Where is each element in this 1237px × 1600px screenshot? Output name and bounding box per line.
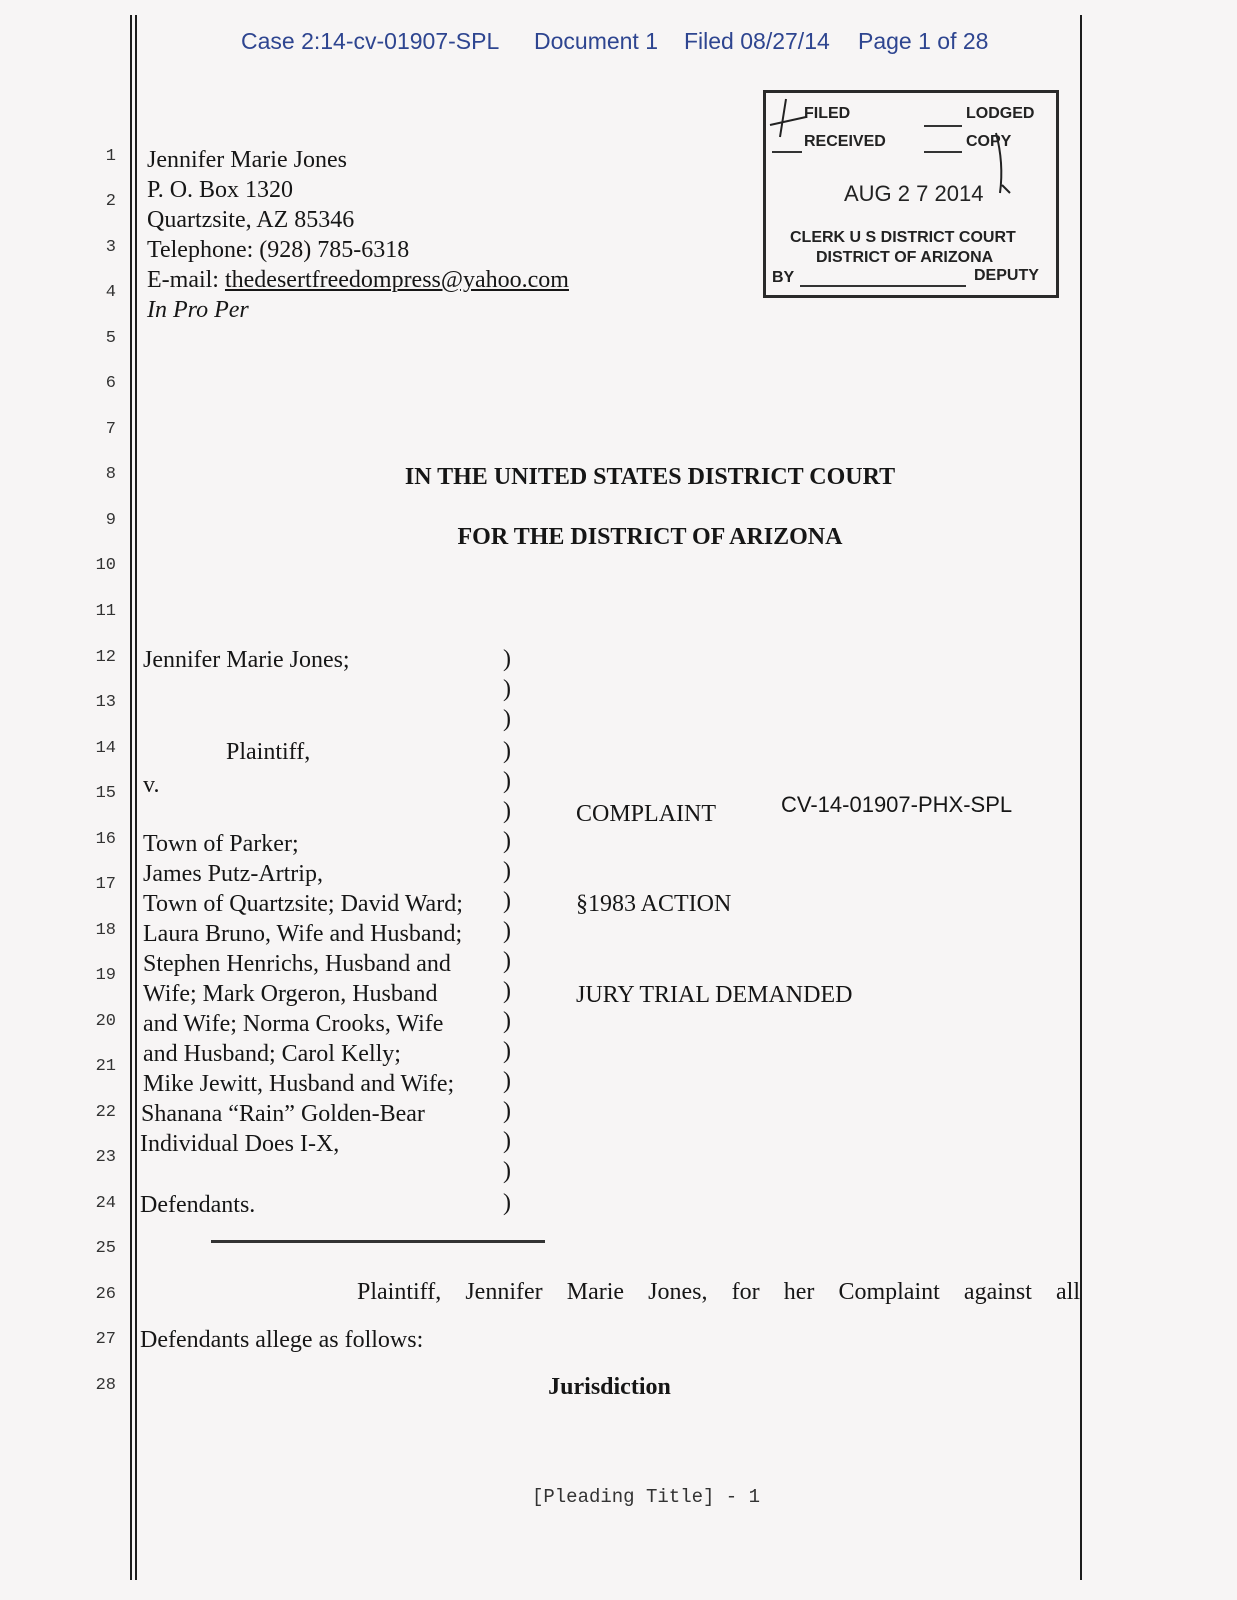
caption-defendant: Mike Jewitt, Husband and Wife; xyxy=(143,1071,455,1097)
line-number: 13 xyxy=(95,693,116,712)
left-margin-rule xyxy=(130,15,132,1580)
caption-paren: ) xyxy=(503,888,511,914)
line-number: 9 xyxy=(105,511,116,530)
caption-defendant: Individual Does I-X, xyxy=(140,1131,340,1157)
caption-defendant: and Wife; Norma Crooks, Wife xyxy=(143,1011,444,1037)
line-number: 20 xyxy=(95,1012,116,1031)
line-number: 28 xyxy=(95,1376,116,1395)
caption-plaintiff-label: Plaintiff, xyxy=(226,739,311,765)
caption-paren: ) xyxy=(503,858,511,884)
attorney-address-line-1: P. O. Box 1320 xyxy=(147,177,294,203)
caption-paren: ) xyxy=(503,676,511,702)
caption-paren: ) xyxy=(503,1128,511,1154)
line-number: 12 xyxy=(95,648,116,667)
caption-paren: ) xyxy=(503,798,511,824)
stamp-received: RECEIVED xyxy=(804,133,886,150)
caption-plaintiff-name: Jennifer Marie Jones; xyxy=(143,647,350,673)
stamp-copy: COPY xyxy=(966,133,1012,150)
attorney-name: Jennifer Marie Jones xyxy=(147,147,347,173)
line-number: 25 xyxy=(95,1239,116,1258)
header-page: Page 1 of 28 xyxy=(858,28,989,54)
stamp-handwritten-mark xyxy=(766,93,1056,293)
clerk-filed-stamp xyxy=(763,90,1059,298)
line-number: 15 xyxy=(95,784,116,803)
line-number: 24 xyxy=(95,1194,116,1213)
line-number: 1 xyxy=(105,147,116,166)
caption-defendant: Wife; Mark Orgeron, Husband xyxy=(143,981,438,1007)
action-label: §1983 ACTION xyxy=(576,891,732,917)
line-number: 21 xyxy=(95,1057,116,1076)
jury-demand: JURY TRIAL DEMANDED xyxy=(576,982,853,1008)
line-number: 7 xyxy=(105,420,116,439)
stamp-filed: FILED xyxy=(804,105,851,122)
caption-paren: ) xyxy=(503,1038,511,1064)
section-heading: Jurisdiction xyxy=(548,1374,671,1400)
attorney-telephone: Telephone: (928) 785-6318 xyxy=(147,237,410,263)
header-case: Case 2:14-cv-01907-SPL xyxy=(241,28,500,54)
left-margin-rule xyxy=(135,15,137,1580)
caption-paren: ) xyxy=(503,1008,511,1034)
caption-defendant: James Putz-Artrip, xyxy=(143,861,323,887)
attorney-address-line-2: Quartzsite, AZ 85346 xyxy=(147,207,355,233)
line-number: 4 xyxy=(105,283,116,302)
stamp-district: DISTRICT OF ARIZONA xyxy=(816,249,994,266)
line-number: 23 xyxy=(95,1148,116,1167)
email-address: thedesertfreedompress@yahoo.com xyxy=(224,267,569,293)
caption-defendant: and Husband; Carol Kelly; xyxy=(143,1041,401,1067)
caption-paren: ) xyxy=(503,918,511,944)
line-number: 22 xyxy=(95,1103,116,1122)
caption-defendant: Town of Quartzsite; David Ward; xyxy=(143,891,463,917)
line-number: 3 xyxy=(105,238,116,257)
line-number: 17 xyxy=(95,875,116,894)
stamp-clerk: CLERK U S DISTRICT COURT xyxy=(790,229,1016,246)
caption-paren: ) xyxy=(503,948,511,974)
caption-paren: ) xyxy=(503,646,511,672)
caption-paren: ) xyxy=(503,738,511,764)
header-document: Document 1 xyxy=(534,28,659,54)
line-number: 5 xyxy=(105,329,116,348)
caption-paren: ) xyxy=(503,706,511,732)
header-filed: Filed 08/27/14 xyxy=(684,28,830,54)
caption-defendant: Laura Bruno, Wife and Husband; xyxy=(143,921,463,947)
stamp-date: AUG 2 7 2014 xyxy=(844,181,984,206)
page-footer: [Pleading Title] - 1 xyxy=(531,1486,761,1508)
caption-paren: ) xyxy=(503,978,511,1004)
pro-per-label: In Pro Per xyxy=(147,297,249,323)
line-number: 16 xyxy=(95,830,116,849)
caption-paren: ) xyxy=(503,1098,511,1124)
line-number: 18 xyxy=(95,921,116,940)
line-number: 14 xyxy=(95,739,116,758)
caption-defendants-label: Defendants. xyxy=(140,1192,256,1218)
line-number: 26 xyxy=(95,1285,116,1304)
caption-paren: ) xyxy=(503,768,511,794)
caption-paren: ) xyxy=(503,1068,511,1094)
caption-defendant: Shanana “Rain” Golden-Bear xyxy=(141,1101,425,1127)
email-label: E-mail: xyxy=(147,267,225,293)
stamp-deputy: DEPUTY xyxy=(974,267,1039,284)
line-number: 27 xyxy=(95,1330,116,1349)
line-number: 6 xyxy=(105,374,116,393)
line-number: 11 xyxy=(95,602,116,621)
attorney-email-line xyxy=(147,265,569,295)
line-number: 19 xyxy=(95,966,116,985)
complaint-title: COMPLAINT xyxy=(576,801,717,827)
line-number: 8 xyxy=(105,465,116,484)
right-margin-rule xyxy=(1080,15,1082,1580)
caption-defendant: Stephen Henrichs, Husband and xyxy=(143,951,451,977)
caption-paren: ) xyxy=(503,1190,511,1216)
court-title-line-2: FOR THE DISTRICT OF ARIZONA xyxy=(457,524,843,550)
intro-paragraph-line-1: Plaintiff, Jennifer Marie Jones, for her Complaint against all xyxy=(357,1279,1080,1305)
intro-paragraph-line-2: Defendants allege as follows: xyxy=(140,1327,424,1353)
caption-rule xyxy=(211,1240,545,1243)
stamp-by: BY xyxy=(772,269,795,286)
caption-paren: ) xyxy=(503,1158,511,1184)
court-title-line-1: IN THE UNITED STATES DISTRICT COURT xyxy=(404,464,896,490)
caption-versus: v. xyxy=(143,772,160,798)
caption-defendant: Town of Parker; xyxy=(143,831,299,857)
line-number: 10 xyxy=(95,556,116,575)
stamp-lodged: LODGED xyxy=(966,105,1035,122)
caption-paren: ) xyxy=(503,828,511,854)
line-number: 2 xyxy=(105,192,116,211)
handwritten-case-number: CV-14-01907-PHX-SPL xyxy=(781,792,1013,817)
